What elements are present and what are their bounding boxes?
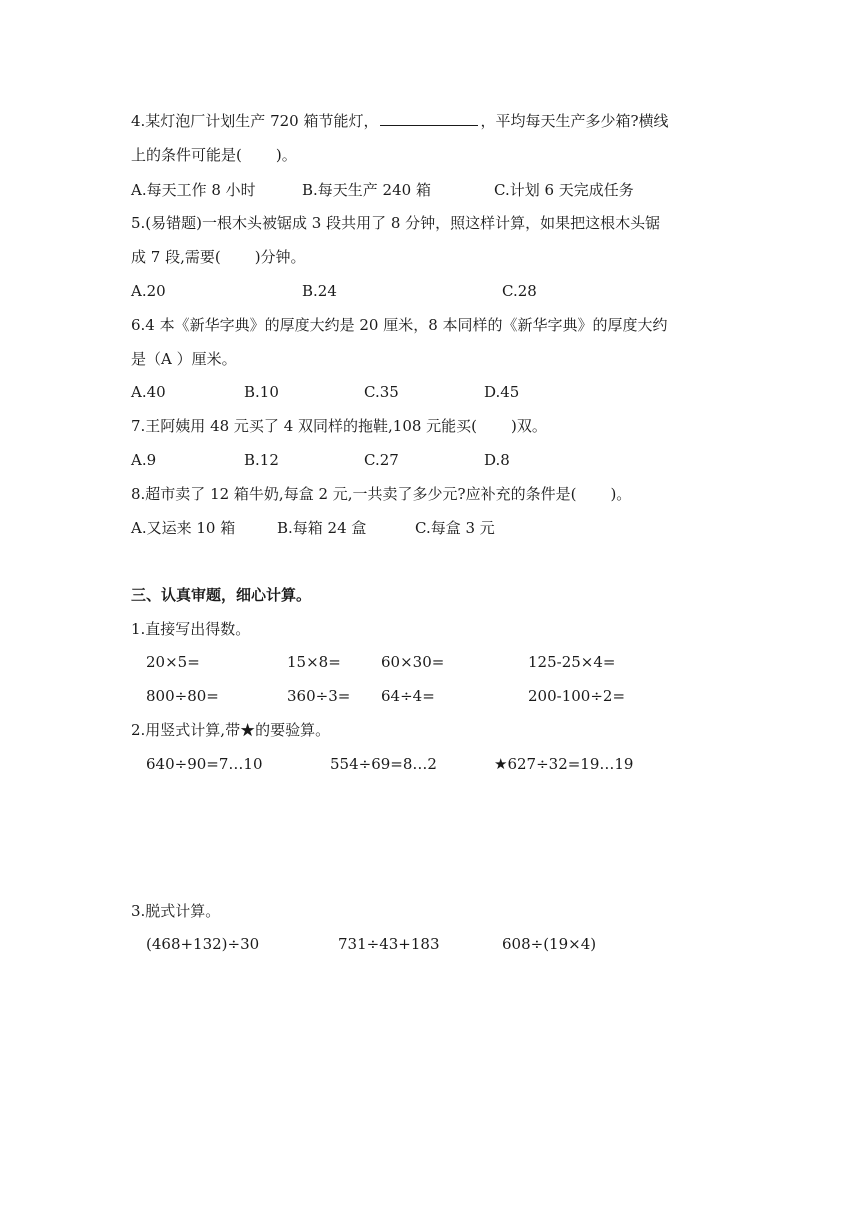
- q8-option-c: C.每盒 3 元: [415, 519, 495, 537]
- part3-title: 3.脱式计算。: [131, 902, 221, 920]
- section3-heading: 三、认真审题，细心计算。: [131, 586, 312, 604]
- calc-item: 200-100÷2=: [528, 687, 626, 705]
- q6-option-b: B.10: [244, 383, 279, 401]
- q4-fill-blank[interactable]: [380, 111, 478, 126]
- q8-prompt-end: )。: [610, 485, 632, 503]
- stepwise-calc-item: (468+132)÷30: [146, 935, 260, 953]
- q5-line2: [131, 247, 306, 267]
- stepwise-calc-item: 608÷(19×4): [502, 935, 597, 953]
- q7-line1: [131, 416, 547, 436]
- q7-option-b: B.12: [244, 451, 279, 469]
- part2-title: 2.用竖式计算,带★的要验算。: [131, 721, 331, 739]
- q5-option-a: A.20: [131, 282, 166, 300]
- q6-option-d: D.45: [484, 383, 520, 401]
- q7-option-a: A.9: [131, 451, 157, 469]
- q5-option-b: B.24: [302, 282, 337, 300]
- q7-option-c: C.27: [364, 451, 399, 469]
- q6-line1: 6.4 本《新华字典》的厚度大约是 20 厘米，8 本同样的《新华字典》的厚度大约: [131, 316, 668, 334]
- q4-line2: [131, 145, 297, 165]
- q5-line1: 5.(易错题)一根木头被锯成 3 段共用了 8 分钟，照这样计算，如果把这根木头锯: [131, 214, 661, 232]
- calc-item: 800÷80=: [146, 687, 219, 705]
- q7-prompt: 7.王阿姨用 48 元买了 4 双同样的拖鞋,108 元能买(: [131, 417, 478, 435]
- q4-prompt: 上的条件可能是(: [131, 146, 242, 164]
- q4-option-b: B.每天生产 240 箱: [302, 181, 431, 199]
- q4-option-c: C.计划 6 天完成任务: [494, 181, 634, 199]
- q5-option-c: C.28: [502, 282, 537, 300]
- q8-prompt: 8.超市卖了 12 箱牛奶,每盒 2 元,一共卖了多少元?应补充的条件是(: [131, 485, 577, 503]
- q8-option-a: A.又运来 10 箱: [131, 519, 236, 537]
- q8-line1: [131, 484, 631, 504]
- q6-line2: 是（A ）厘米。: [131, 350, 237, 368]
- q4-prompt-end: )。: [275, 146, 297, 164]
- calc-item: 360÷3=: [287, 687, 351, 705]
- vertical-calc-item-starred: ★627÷32=19…19: [494, 755, 634, 773]
- calc-item: 60×30=: [381, 653, 445, 671]
- part1-title: 1.直接写出得数。: [131, 620, 251, 638]
- stepwise-calc-item: 731÷43+183: [338, 935, 440, 953]
- q4-line1: [131, 111, 669, 131]
- calc-item: 125-25×4=: [528, 653, 616, 671]
- vertical-calc-item: 554÷69=8…2: [330, 755, 437, 773]
- calc-item: 64÷4=: [381, 687, 435, 705]
- q8-option-b: B.每箱 24 盒: [277, 519, 367, 537]
- calc-item: 15×8=: [287, 653, 341, 671]
- calc-item: 20×5=: [146, 653, 200, 671]
- q4-text-a: 4.某灯泡厂计划生产 720 箱节能灯，: [131, 112, 379, 130]
- q4-option-a: A.每天工作 8 小时: [131, 181, 256, 199]
- q6-option-c: C.35: [364, 383, 399, 401]
- q7-prompt-end: )双。: [511, 417, 547, 435]
- q4-text-b: ，平均每天生产多少箱?横线: [480, 112, 669, 130]
- q6-option-a: A.40: [131, 383, 166, 401]
- q5-prompt-end: )分钟。: [254, 248, 306, 266]
- q7-option-d: D.8: [484, 451, 510, 469]
- vertical-calc-item: 640÷90=7…10: [146, 755, 263, 773]
- q5-prompt: 成 7 段,需要(: [131, 248, 221, 266]
